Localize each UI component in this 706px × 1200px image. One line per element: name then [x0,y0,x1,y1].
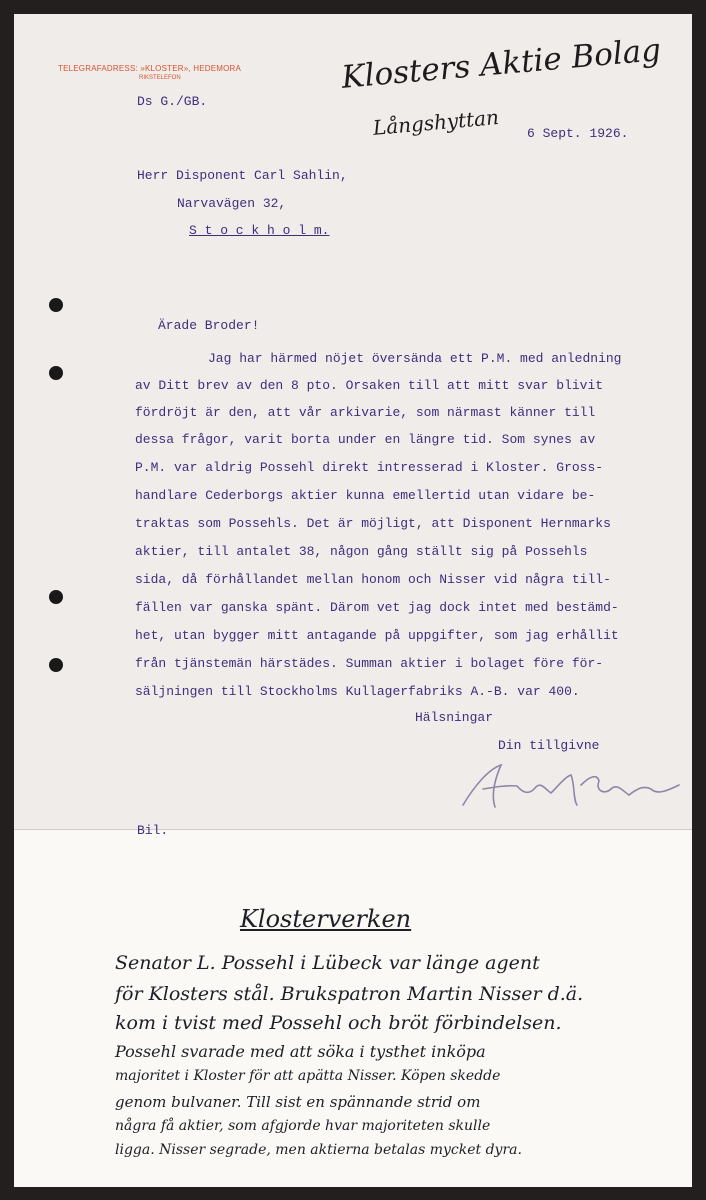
note-line: genom bulvaner. Till sist en spännande strid om [115,1093,481,1111]
letter-date: 6 Sept. 1926. [527,126,629,141]
note-line: för Klosters stål. Brukspatron Martin Nisser d.ä. [115,983,584,1005]
telephone-label: RIKSTELEFON [139,75,181,81]
body-line: P.M. var aldrig Possehl direkt intresserad i Kloster. Gross- [135,460,604,475]
note-line: Possehl svarade med att söka i tysthet inköpa [115,1042,486,1061]
body-line: från tjänstemän härstädes. Summan aktier i bolaget före för- [135,656,604,671]
punch-hole [49,658,63,672]
body-line: aktier, till antalet 38, någon gång ställt sig på Possehls [135,544,588,559]
body-line: sida, då förhållandet mellan honom och Nisser vid några till- [135,572,611,587]
body-line: fördröjt är den, att vår arkivarie, som närmast känner till [135,405,596,420]
letter-place: Långshyttan [372,104,500,140]
recipient-city: S t o c k h o l m. [189,223,330,238]
note-line: ligga. Nisser segrade, men aktierna betalas mycket dyra. [115,1142,522,1158]
body-line: säljningen till Stockholms Kullagerfabriks A.-B. var 400. [135,684,580,699]
body-line: fällen var ganska spänt. Därom vet jag dock intet med bestämd- [135,600,619,615]
body-line: dessa frågor, varit borta under en längre tid. Som synes av [135,432,596,447]
reference: Ds G./GB. [137,94,208,109]
punch-hole [49,298,63,312]
enclosure-label: Bil. [137,823,169,838]
body-line: het, utan bygger mitt antagande på uppgifter, som jag erhållit [135,628,619,643]
note-line: kom i tvist med Possehl och bröt förbindelsen. [115,1012,562,1034]
signature [455,755,690,815]
body-line: av Ditt brev av den 8 pto. Orsaken till att mitt svar blivit [135,378,604,393]
punch-hole [49,366,63,380]
recipient-street: Narvavägen 32, [177,196,287,211]
note-line: majoritet i Kloster för att apätta Nisser. Köpen skedde [115,1068,501,1084]
note-title: Klosterverken [240,905,412,933]
note-line: Senator L. Possehl i Lübeck var länge agent [115,952,540,974]
telegram-address: TELEGRAFADRESS: »KLOSTER», HEDEMORA [58,64,242,73]
note-line: några få aktier, som afgjorde hvar majoriteten skulle [115,1118,491,1134]
body-line: handlare Cederborgs aktier kunna emellertid utan vidare be- [135,488,596,503]
body-line: Jag har härmed nöjet översända ett P.M. med anledning [208,351,622,366]
punch-hole [49,590,63,604]
recipient-name: Herr Disponent Carl Sahlin, [137,168,348,183]
firm-name: Klosters Aktie Bolag [340,32,663,96]
closing-yours: Din tillgivne [498,738,600,753]
closing-regards: Hälsningar [415,710,494,725]
body-line: traktas som Possehls. Det är möjligt, att Disponent Hernmarks [135,516,611,531]
greeting: Ärade Broder! [158,318,260,333]
